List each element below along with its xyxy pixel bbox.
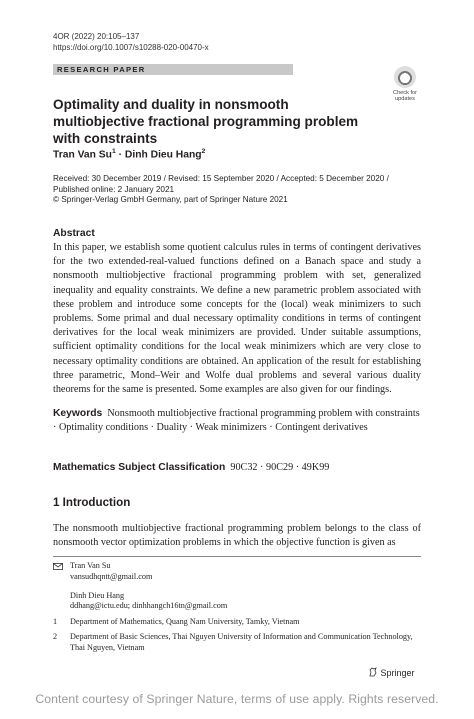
affiliation-marker: 2 — [201, 148, 206, 155]
keywords-block — [53, 407, 421, 434]
author-separator: · — [115, 149, 125, 161]
history-published: Published online: 2 January 2021 — [53, 184, 175, 194]
springer-horse-icon — [368, 667, 378, 677]
affiliation-number: 1 — [53, 617, 58, 626]
section-heading: 1 Introduction — [53, 496, 131, 509]
affiliation-marker: 1 — [111, 148, 116, 155]
msc-codes: 90C32 · 90C29 · 49K99 — [230, 462, 330, 473]
keywords-label: Keywords — [53, 408, 103, 419]
affiliation-item — [53, 617, 423, 628]
footnote-divider — [53, 556, 421, 557]
history-dates: Received: 30 December 2019 / Revised: 15 September 2020 / Accepted: 5 December 2020 / — [53, 174, 389, 183]
envelope-icon — [53, 563, 63, 570]
affiliation-text: Department of Basic Sciences, Thai Nguyen University of Information and Communication Technology, Thai Nguyen, Vietnam — [70, 632, 413, 652]
doi-link[interactable]: https://doi.org/10.1007/s10288-020-00470-x — [53, 43, 209, 52]
article-history — [53, 174, 453, 206]
section-text: The nonsmooth multiobjective fractional programming problem belongs to the class of nonsmooth vector optimization problems in which the objective function is given as — [53, 523, 421, 549]
author-name[interactable]: Tran Van Su — [53, 149, 112, 161]
msc-block — [53, 462, 421, 473]
paper-title: Optimality and duality in nonsmooth multiobjective fractional programming problem with constraints — [53, 97, 359, 146]
check-updates-icon — [394, 66, 416, 88]
publisher-name: Springer — [380, 668, 415, 678]
abstract-text: In this paper, we establish some quotient calculus rules in terms of contingent derivatives for the two extended-real-valued functions defined on a Banach space and study a nonsmooth multiobjective fractional programming problem with set, generalized inequality and equality constraints. We define a new parametric problem associated with these problem and introduce some concepts for the (local) weak minimizers to such problems. Some primal and dual necessary optimality conditions in terms of contingent derivatives for the local weak minimizers are provided. Under suitable assumptions, sufficient optimality conditions for the local weak minimizers which are very close to necessary optimality conditions are obtained. An application of the result for establishing three parametric, Mond–Weir and Wolfe dual problems and several various duality theorems for the same is presented. Some examples are also given for our findings. — [53, 242, 421, 396]
article-type-label: RESEARCH PAPER — [57, 65, 146, 74]
abstract-heading: Abstract — [53, 228, 95, 239]
affiliation-item — [53, 632, 423, 654]
journal-info — [53, 31, 209, 53]
corresponding-author-name: Tran Van Su — [70, 561, 111, 570]
coauthor-email[interactable]: ddhang@ictu.edu; dinhhangch16tn@gmail.com — [70, 601, 228, 611]
publisher-logo — [368, 667, 415, 678]
check-updates-badge[interactable] — [388, 66, 422, 102]
affiliation-text: Department of Mathematics, Quang Nam University, Tamky, Vietnam — [70, 617, 300, 626]
courtesy-watermark: Content courtesy of Springer Nature, terms of use apply. Rights reserved. — [35, 692, 439, 706]
corresponding-author-email[interactable]: vansudhqntt@gmail.com — [70, 571, 153, 581]
copyright-line: © Springer-Verlag GmbH Germany, part of Springer Nature 2021 — [53, 195, 288, 204]
coauthor-name: Dinh Dieu Hang — [70, 590, 125, 600]
keywords-text: Nonsmooth multiobjective fractional programming problem with constraints · Optimality conditions · Duality · Weak minimizers · Contingent derivatives — [53, 408, 420, 433]
author-name[interactable]: Dinh Dieu Hang — [124, 149, 202, 161]
check-updates-label: Check for updates — [393, 90, 417, 102]
affiliation-number: 2 — [53, 632, 58, 641]
article-type-banner — [53, 64, 293, 75]
correspondence-block — [70, 561, 227, 612]
journal-citation: 4OR (2022) 20:105–137 — [53, 32, 140, 41]
msc-label: Mathematics Subject Classification — [53, 462, 226, 473]
author-list — [53, 148, 205, 160]
